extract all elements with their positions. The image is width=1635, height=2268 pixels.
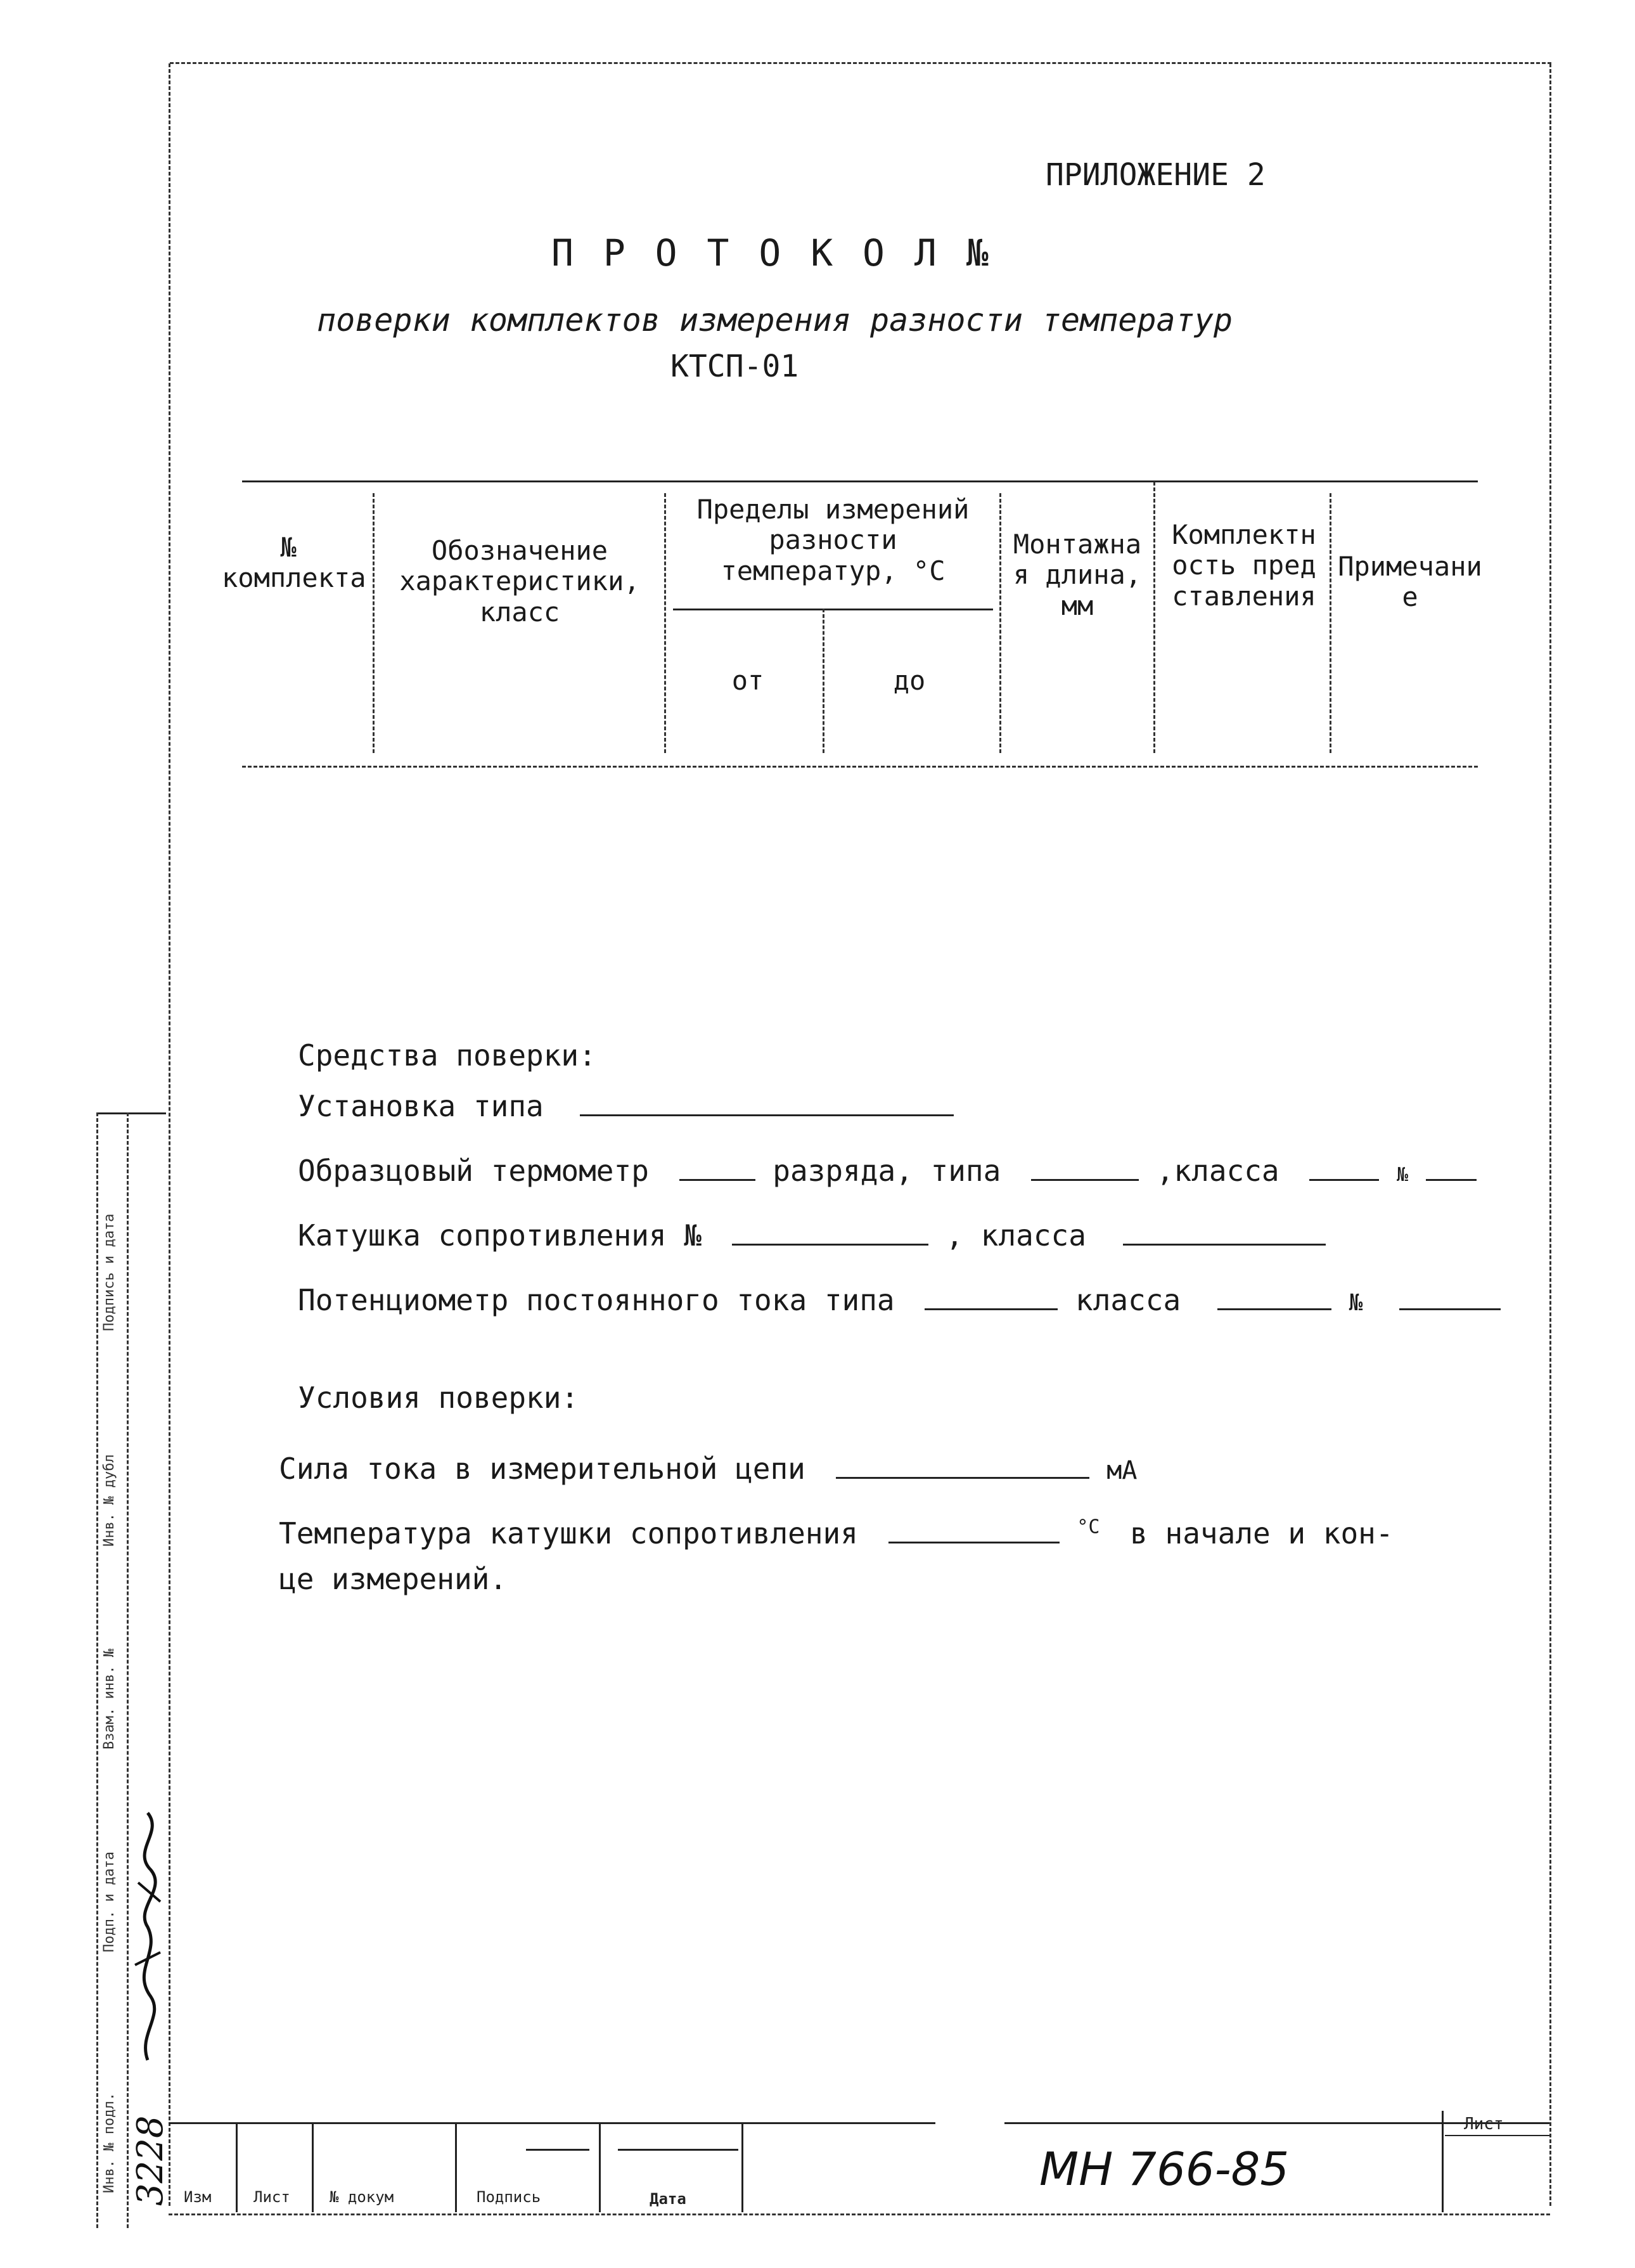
coil-temp-line	[279, 1516, 1394, 1550]
stamp-col-1	[236, 2123, 238, 2212]
thermometer-class-blank[interactable]	[1309, 1154, 1379, 1181]
table-top-rule	[242, 480, 1478, 482]
potentiometer-class-blank[interactable]	[1217, 1283, 1331, 1310]
coil-temp-unit: °С	[1077, 1516, 1100, 1538]
document-code: МН 766-85	[1039, 2142, 1290, 2196]
current-label: Сила тока в измерительной цепи	[279, 1452, 805, 1486]
sheet-label: Лист	[1464, 2115, 1504, 2134]
thermometer-label: Образцовый термометр	[298, 1154, 649, 1188]
col-divider-1	[373, 493, 375, 753]
appendix-label: ПРИЛОЖЕНИЕ 2	[1046, 157, 1266, 193]
handwritten-signature	[125, 1807, 170, 2073]
thermometer-category-blank[interactable]	[679, 1154, 755, 1181]
col-designation-header: Обозначение характеристики, класс	[399, 535, 640, 628]
side-sign-date-2: Подп. и дата	[101, 1852, 117, 1952]
stamp-col-doc: № докум	[330, 2188, 394, 2206]
col-to-header: до	[893, 665, 926, 696]
col-divider-2	[664, 493, 666, 753]
potentiometer-label: Потенциометр постоянного тока типа	[298, 1283, 895, 1317]
thermometer-category-label: разряда, типа	[773, 1154, 1001, 1188]
col-notes-header: Примечание	[1338, 551, 1482, 613]
thermometer-line	[298, 1154, 1477, 1187]
stamp-col-sign: Подпись	[477, 2188, 541, 2206]
stamp-bottom-rule	[169, 2213, 1550, 2215]
stamp-col-izm: Изм	[184, 2188, 212, 2206]
coil-class-blank[interactable]	[1123, 1218, 1326, 1246]
stamp-col-3	[455, 2123, 457, 2212]
col-limits-header: Пределы измерений разности температур, °С	[696, 494, 970, 586]
protocol-subtitle: поверки комплектов измерения разности температур	[317, 302, 1233, 338]
current-blank[interactable]	[836, 1452, 1089, 1479]
current-unit: мА	[1106, 1456, 1138, 1485]
side-inv-orig: Инв. № подл.	[101, 2092, 117, 2193]
side-margin-outer	[96, 1112, 98, 2228]
col-number-header: № комплекта	[222, 532, 366, 594]
col-divider-4	[999, 493, 1001, 753]
coil-number-blank[interactable]	[732, 1218, 928, 1246]
sheet-divider	[1445, 2135, 1549, 2136]
potentiometer-class-label: класса	[1075, 1283, 1181, 1317]
frame-right	[1549, 63, 1551, 2206]
installation-blank[interactable]	[580, 1089, 954, 1116]
coil-class-label: , класса	[946, 1218, 1086, 1253]
potentiometer-type-blank[interactable]	[925, 1283, 1058, 1310]
conditions-heading: Условия поверки:	[298, 1381, 579, 1415]
stamp-mid-rule-b	[618, 2149, 738, 2151]
thermometer-type-blank[interactable]	[1031, 1154, 1139, 1181]
stamp-col-date: Дата	[650, 2190, 686, 2208]
limits-divider	[673, 609, 993, 610]
potentiometer-line	[298, 1283, 1501, 1317]
frame-top	[170, 62, 1551, 64]
coil-temp-tail: в начале и кон-	[1130, 1516, 1394, 1550]
thermometer-number-label: №	[1397, 1164, 1409, 1186]
col-divider-5	[1153, 482, 1155, 753]
col-divider-6	[1330, 493, 1331, 753]
coil-temp-line-2: це измерений.	[279, 1562, 508, 1596]
side-replace: Взам. инв. №	[101, 1649, 117, 1749]
table-bottom-rule	[242, 766, 1478, 768]
coil-line	[298, 1218, 1326, 1252]
installation-line	[298, 1089, 954, 1123]
protocol-title: П Р О Т О К О Л №	[551, 231, 992, 274]
coil-temp-label: Температура катушки сопротивления	[279, 1516, 858, 1550]
thermometer-class-label: ,класса	[1156, 1154, 1279, 1188]
current-line	[279, 1452, 1137, 1485]
stamp-top-rule-left	[169, 2122, 935, 2124]
stamp-col-6	[1442, 2111, 1444, 2212]
coil-label: Катушка сопротивления №	[298, 1218, 702, 1253]
col-from-header: от	[731, 665, 764, 696]
side-sign-date: Подпись и дата	[101, 1213, 117, 1331]
stamp-col-5	[741, 2123, 743, 2212]
device-model: КТСП-01	[670, 349, 799, 384]
coil-temp-blank[interactable]	[888, 1516, 1060, 1543]
thermometer-number-blank[interactable]	[1426, 1154, 1477, 1181]
stamp-col-list: Лист	[253, 2188, 290, 2206]
stamp-col-4	[599, 2123, 601, 2212]
col-complete-header: Комплектность представления	[1172, 519, 1316, 612]
side-handwritten-number: 3228	[130, 2115, 171, 2206]
side-inv-dup: Инв. № дубл	[101, 1454, 117, 1547]
potentiometer-number-blank[interactable]	[1399, 1283, 1501, 1310]
potentiometer-number-label: №	[1349, 1290, 1363, 1316]
col-length-header: Монтажная длина, мм	[1013, 529, 1142, 621]
side-margin-top	[96, 1112, 166, 1114]
stamp-mid-rule-a	[526, 2149, 589, 2151]
means-heading: Средства поверки:	[298, 1038, 596, 1073]
stamp-col-2	[312, 2123, 314, 2212]
installation-label: Установка типа	[298, 1089, 544, 1123]
